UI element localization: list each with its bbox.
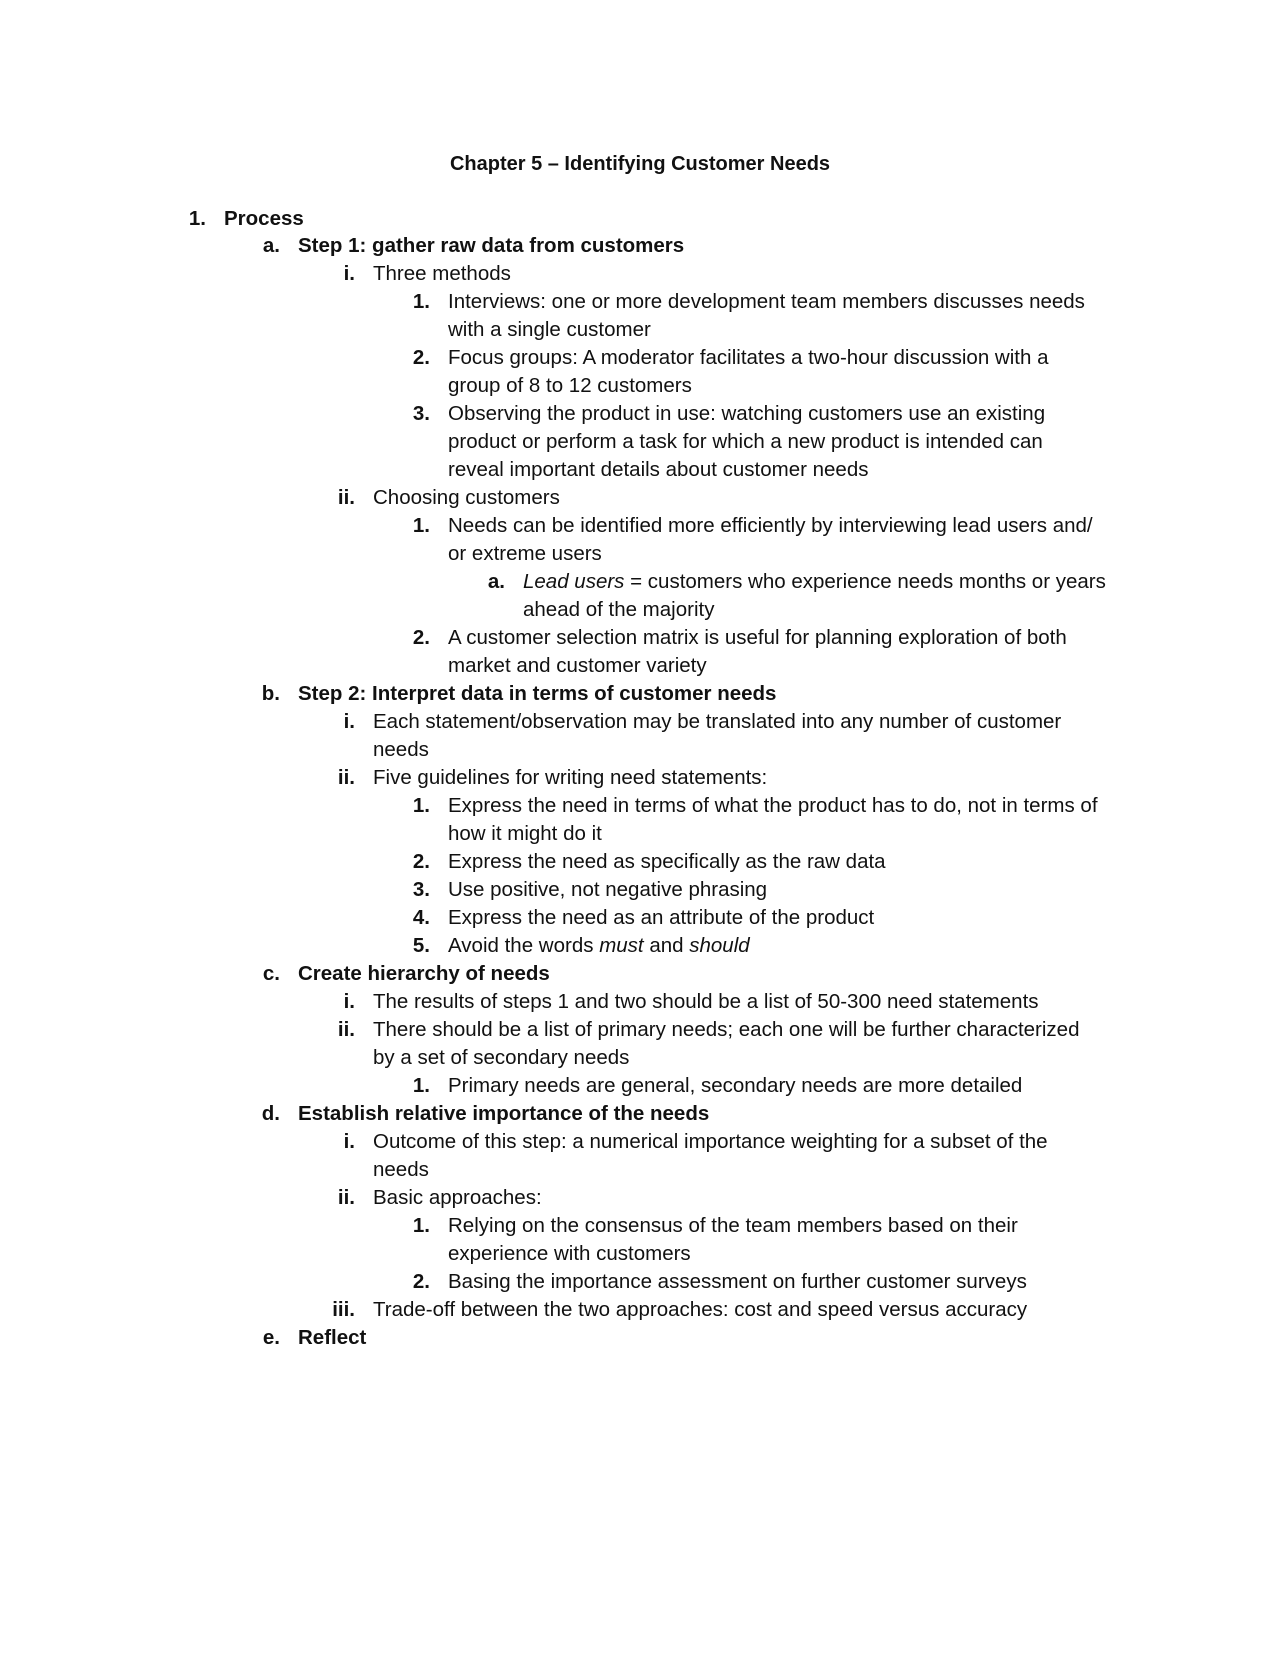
outline-item-customer-surveys <box>412 1268 1027 1296</box>
list-marker: 1. <box>188 207 206 230</box>
list-marker: 3. <box>412 878 430 901</box>
item-text: Needs can be identified more efficiently by interviewing lead users and/ <box>448 514 1093 537</box>
outline-item-process <box>188 205 304 233</box>
item-text: Five guidelines for writing need statements: <box>373 766 768 789</box>
list-marker: 2. <box>412 346 430 369</box>
list-marker: b. <box>261 682 280 705</box>
item-text-continuation: needs <box>373 1158 429 1181</box>
item-text: A customer selection matrix is useful for planning exploration of both <box>448 626 1067 649</box>
item-text-continuation: reveal important details about customer needs <box>448 458 869 481</box>
outline-item-trade-off <box>332 1296 1028 1324</box>
outline-item-primary-needs <box>337 1016 1080 1044</box>
list-marker: d. <box>261 1102 280 1125</box>
item-text: and <box>643 934 690 957</box>
list-marker: e. <box>262 1326 280 1349</box>
outline-item-basic-approaches <box>337 1184 542 1212</box>
item-text-continuation: with a single customer <box>448 318 651 341</box>
outline-item-primary-vs-secondary <box>412 1072 1023 1100</box>
item-term: must <box>599 934 644 957</box>
list-marker: 2. <box>412 850 430 873</box>
item-text: Outcome of this step: a numerical importance weighting for a subset of the <box>373 1130 1048 1153</box>
outline-item-five-guidelines <box>337 764 768 792</box>
outline-item-step-1 <box>262 232 685 260</box>
list-marker: 2. <box>412 1270 430 1293</box>
outline-item-selection-matrix <box>412 624 1067 652</box>
outline-item-hierarchy <box>262 960 550 988</box>
list-marker: 3. <box>412 402 430 425</box>
item-text: Observing the product in use: watching customers use an existing <box>448 402 1046 425</box>
item-text-continuation: market and customer variety <box>448 654 707 677</box>
item-text: Basic approaches: <box>373 1186 542 1209</box>
item-term: should <box>689 934 750 957</box>
item-text: Step 1: gather raw data from customers <box>298 234 685 257</box>
outline-item-team-consensus <box>412 1212 1018 1240</box>
list-marker: i. <box>343 990 355 1013</box>
outline-item-lead-users-definition <box>487 568 1106 596</box>
outline-item-guideline-5 <box>412 932 750 960</box>
item-text-continuation: needs <box>373 738 429 761</box>
item-text-continuation: ahead of the majority <box>523 598 715 621</box>
item-text: Avoid the words <box>448 934 600 957</box>
list-marker: 1. <box>412 1214 430 1237</box>
item-text-continuation: experience with customers <box>448 1242 691 1265</box>
item-text: Reflect <box>298 1326 367 1349</box>
outline-item-guideline-1 <box>412 792 1098 820</box>
item-text: Basing the importance assessment on further customer surveys <box>448 1270 1027 1293</box>
outline-item-reflect <box>262 1324 367 1352</box>
item-text: Process <box>224 207 304 230</box>
page-title: Chapter 5 – Identifying Customer Needs <box>449 153 831 175</box>
list-marker: 2. <box>412 626 430 649</box>
item-text-continuation: how it might do it <box>448 822 602 845</box>
item-text: Use positive, not negative phrasing <box>448 878 768 901</box>
item-text: Step 2: Interpret data in terms of customer needs <box>298 682 777 705</box>
item-text: Establish relative importance of the needs <box>298 1102 710 1125</box>
item-text: Primary needs are general, secondary needs are more detailed <box>448 1074 1023 1097</box>
item-text: Each statement/observation may be translated into any number of customer <box>373 710 1062 733</box>
outline-item-statement-translation <box>343 708 1062 736</box>
list-marker: ii. <box>337 486 355 509</box>
outline-item-guideline-2 <box>412 848 886 876</box>
item-text: Express the need as an attribute of the product <box>448 906 875 929</box>
list-marker: 1. <box>412 514 430 537</box>
outline-item-outcome <box>343 1128 1048 1156</box>
item-text: There should be a list of primary needs; each one will be further characterized <box>373 1018 1080 1041</box>
outline-item-relative-importance <box>261 1100 710 1128</box>
list-marker: 1. <box>412 290 430 313</box>
list-marker: c. <box>262 962 280 985</box>
outline-item-step-2 <box>261 680 777 708</box>
outline-item-focus-groups <box>412 344 1049 372</box>
list-marker: 1. <box>412 1074 430 1097</box>
item-text-continuation: product or perform a task for which a new product is intended can <box>448 430 1043 453</box>
list-marker: i. <box>343 1130 355 1153</box>
outline-item-need-statements-list <box>343 988 1039 1016</box>
list-marker: i. <box>343 710 355 733</box>
item-text-continuation: by a set of secondary needs <box>373 1046 630 1069</box>
outline-item-guideline-3 <box>412 876 768 904</box>
list-marker: i. <box>343 262 355 285</box>
item-term: Lead users <box>523 570 625 593</box>
list-marker: iii. <box>332 1298 355 1321</box>
outline-item-observing <box>412 400 1046 428</box>
item-text: Express the need in terms of what the product has to do, not in terms of <box>448 794 1098 817</box>
outline-item-choosing-customers <box>337 484 560 512</box>
list-marker: ii. <box>337 766 355 789</box>
item-text: Three methods <box>373 262 511 285</box>
item-text: = customers who experience needs months or years <box>624 570 1106 593</box>
item-text: Trade-off between the two approaches: cost and speed versus accuracy <box>373 1298 1028 1321</box>
item-text: Interviews: one or more development team members discusses needs <box>448 290 1085 313</box>
item-text: Choosing customers <box>373 486 560 509</box>
item-text-continuation: group of 8 to 12 customers <box>448 374 692 397</box>
item-text: Relying on the consensus of the team members based on their <box>448 1214 1018 1237</box>
list-marker: ii. <box>337 1018 355 1041</box>
item-text: Focus groups: A moderator facilitates a two-hour discussion with a <box>448 346 1049 369</box>
list-marker: 1. <box>412 794 430 817</box>
item-text: Create hierarchy of needs <box>298 962 550 985</box>
list-marker: ii. <box>337 1186 355 1209</box>
outline-item-guideline-4 <box>412 904 875 932</box>
list-marker: 4. <box>412 906 430 929</box>
item-text: The results of steps 1 and two should be a list of 50-300 need statements <box>373 990 1039 1013</box>
outline-item-three-methods <box>343 260 511 288</box>
outline-item-interviews <box>412 288 1085 316</box>
outline-item-lead-users <box>412 512 1093 540</box>
item-text-continuation: or extreme users <box>448 542 602 565</box>
item-text: Express the need as specifically as the raw data <box>448 850 886 873</box>
list-marker: a. <box>487 570 505 593</box>
list-marker: a. <box>262 234 280 257</box>
list-marker: 5. <box>412 934 430 957</box>
